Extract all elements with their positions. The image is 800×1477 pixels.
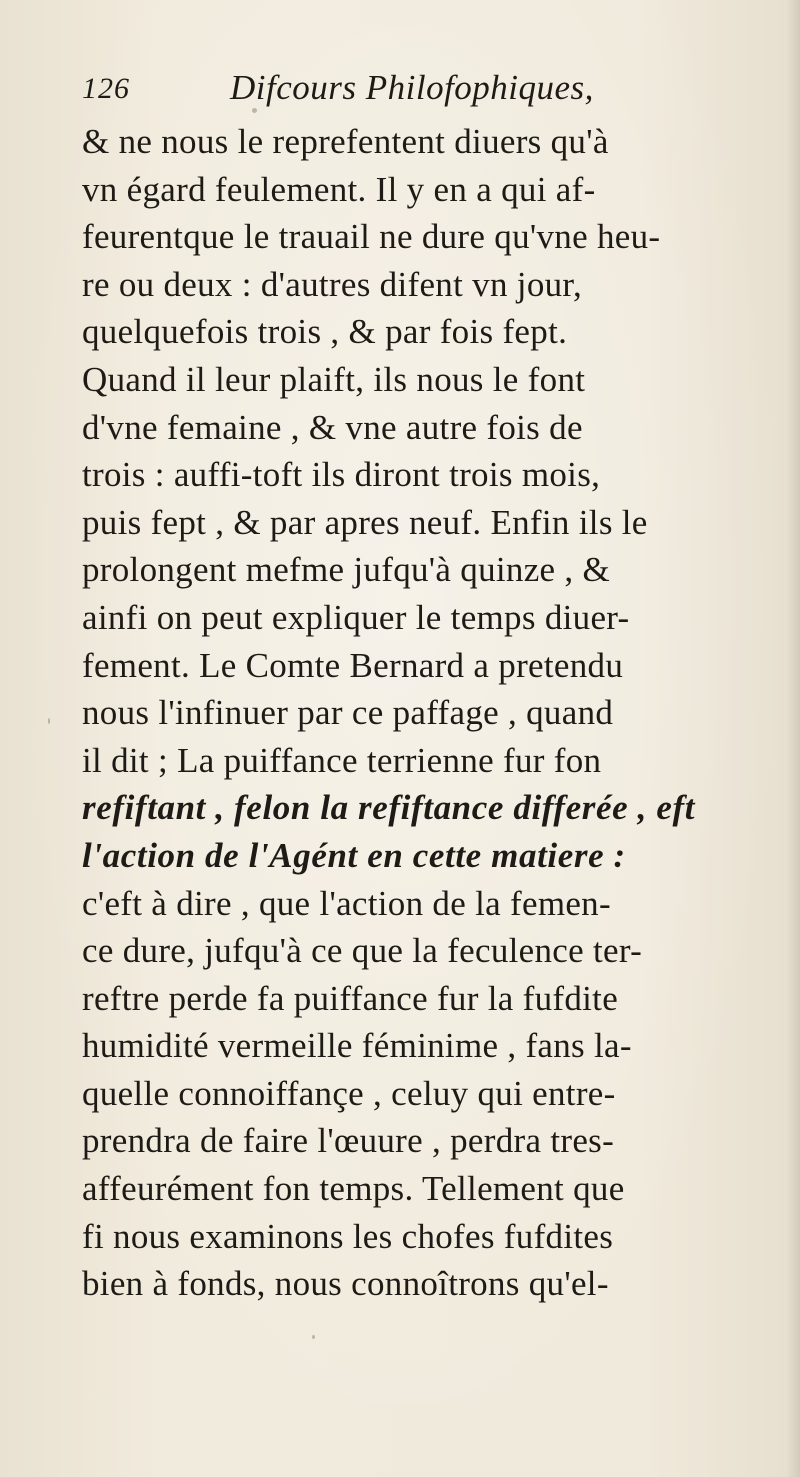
- text-line: trois : auffi-toft ils diront trois mois,: [82, 455, 601, 495]
- text-line: ainfi on peut expliquer le temps diuer-: [82, 597, 630, 637]
- text-line: affeurément fon temps. Tellement que: [82, 1169, 625, 1209]
- body-text: [82, 118, 786, 1308]
- text-line-italic: refiftant , felon la refiftance differée , eft: [82, 788, 696, 828]
- text-line: prendra de faire l'œuure , perdra tres-: [82, 1121, 615, 1161]
- running-title: Difcours Philofophiques,: [230, 68, 594, 107]
- text-line: humidité vermeille féminime , fans la-: [82, 1026, 632, 1066]
- text-line: reftre perde fa puiffance fur la fufdite: [82, 978, 619, 1018]
- text-line: puis fept , & par apres neuf. Enfin ils le: [82, 502, 648, 542]
- page-header: [82, 68, 782, 116]
- text-line: bien à fonds, nous connoîtrons qu'el-: [82, 1264, 609, 1304]
- text-line-italic: l'action de l'Agént en cette matiere :: [82, 835, 626, 875]
- text-line: Quand il leur plaift, ils nous le font: [82, 359, 586, 399]
- text-line: ce dure, jufqu'à ce que la feculence ter-: [82, 931, 643, 971]
- text-line: re ou deux : d'autres difent vn jour,: [82, 264, 583, 304]
- text-line: quelle connoiffançe , celuy qui entre-: [82, 1073, 616, 1113]
- text-line: fement. Le Comte Bernard a pretendu: [82, 645, 624, 685]
- text-line: il dit ; La puiffance terrienne fur fon: [82, 740, 602, 780]
- text-line: & ne nous le reprefentent diuers qu'à: [82, 122, 609, 161]
- text-line: nous l'infinuer par ce paffage , quand: [82, 693, 614, 733]
- paper-speck: [312, 1335, 315, 1339]
- text-line: d'vne femaine , & vne autre fois de: [82, 407, 583, 447]
- text-line: vn égard feulement. Il y en a qui af-: [82, 169, 596, 209]
- page-edge-shadow: [786, 0, 800, 1477]
- paper-speck: [252, 108, 257, 113]
- text-line: feurentque le trauail ne dure qu'vne heu-: [82, 217, 661, 257]
- paper-speck: [48, 718, 50, 724]
- text-line: quelquefois trois , & par fois fept.: [82, 312, 568, 352]
- text-line: prolongent mefme jufqu'à quinze , &: [82, 550, 611, 590]
- page-number: 126: [82, 72, 130, 105]
- text-line: fi nous examinons les chofes fufdites: [82, 1216, 614, 1256]
- text-line: c'eft à dire , que l'action de la femen-: [82, 883, 611, 923]
